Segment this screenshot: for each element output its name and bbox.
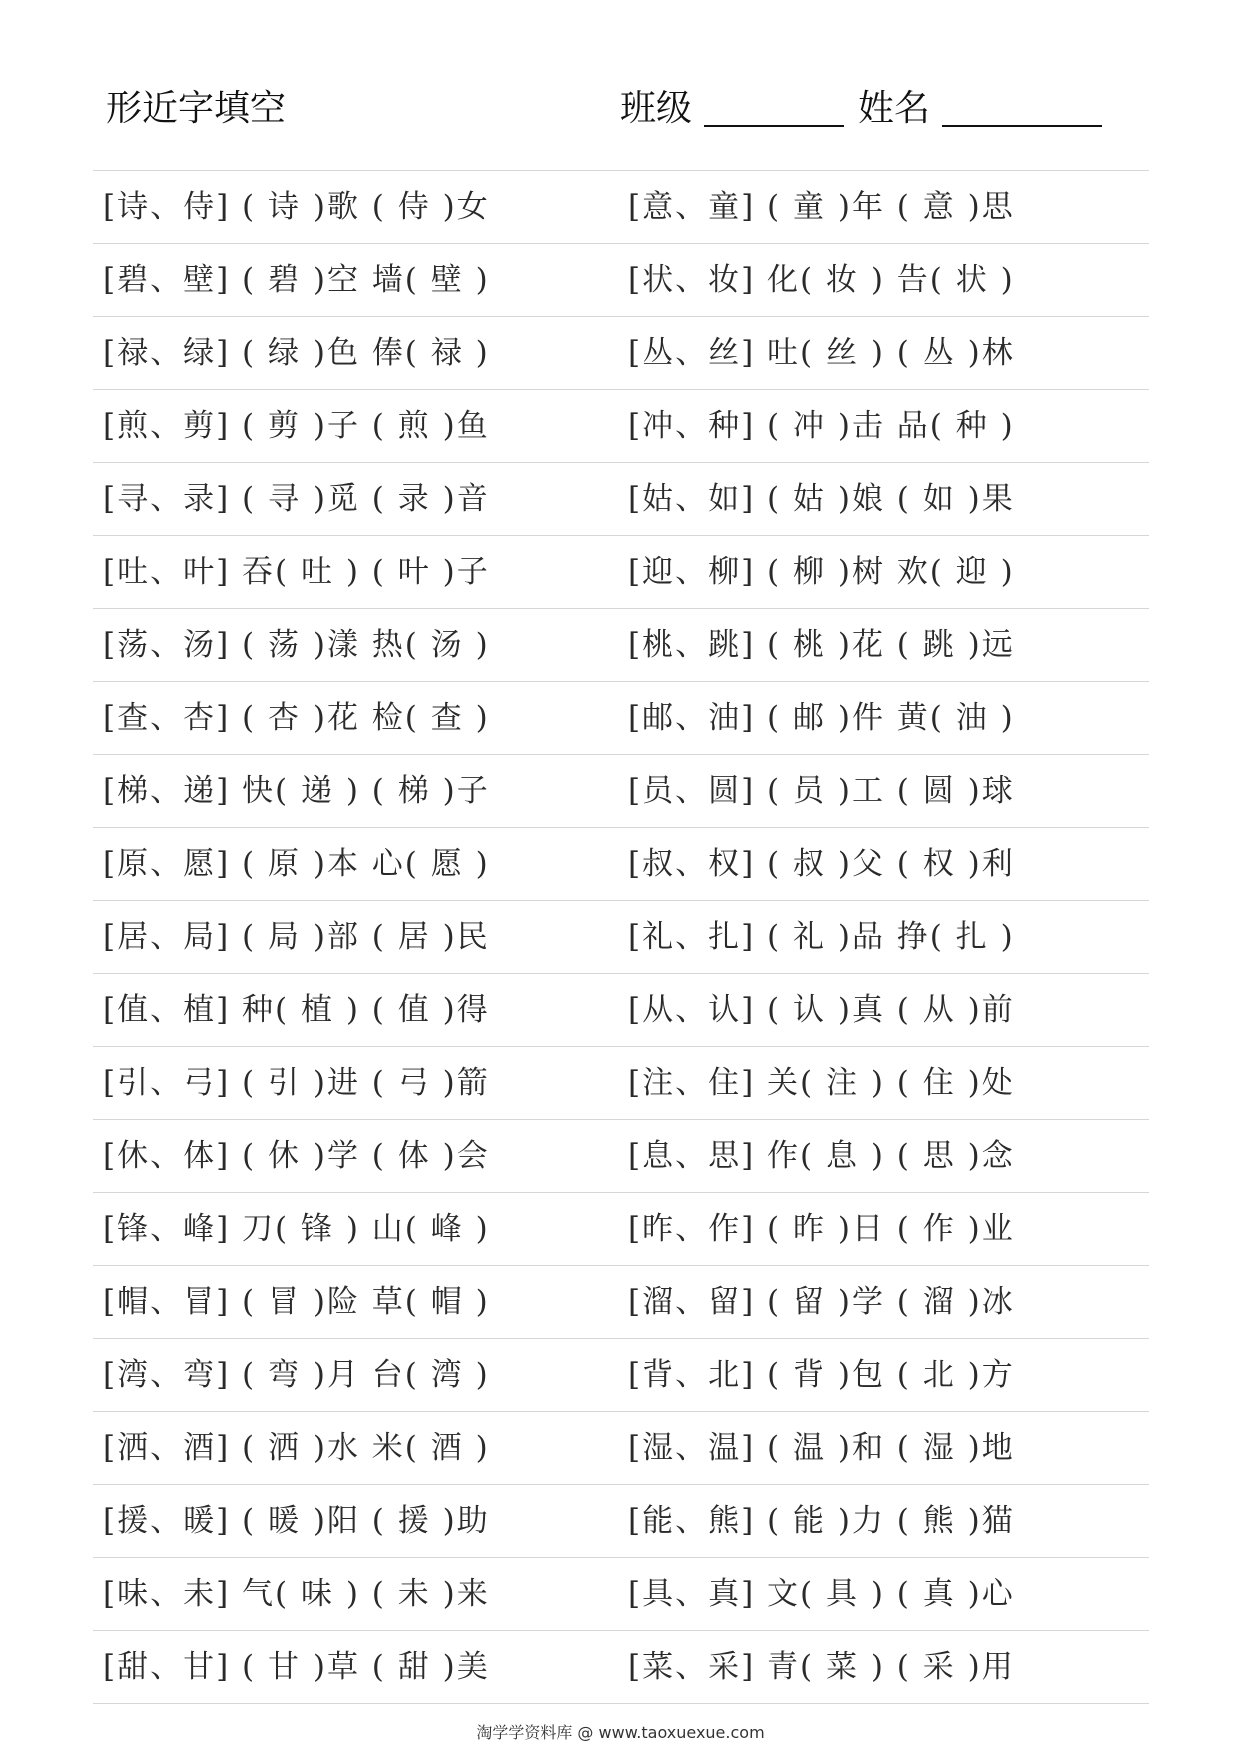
exercise-item-right: [溜、留] ( 留 )学 ( 溜 )冰 bbox=[628, 1284, 1015, 1320]
exercise-row bbox=[93, 974, 1149, 1047]
exercise-item-right: [昨、作] ( 昨 )日 ( 作 )业 bbox=[628, 1211, 1015, 1247]
exercise-item-left: [煎、剪] ( 剪 )子 ( 煎 )鱼 bbox=[103, 408, 490, 444]
exercise-item-left: [诗、侍] ( 诗 )歌 ( 侍 )女 bbox=[103, 189, 490, 225]
exercise-item-right: [姑、如] ( 姑 )娘 ( 如 )果 bbox=[628, 481, 1015, 517]
exercise-row bbox=[93, 1485, 1149, 1558]
exercise-row bbox=[93, 536, 1149, 609]
exercise-item-left: [寻、录] ( 寻 )觅 ( 录 )音 bbox=[103, 481, 490, 517]
exercise-item-right: [从、认] ( 认 )真 ( 从 )前 bbox=[628, 992, 1015, 1028]
exercise-item-right: [员、圆] ( 员 )工 ( 圆 )球 bbox=[628, 773, 1015, 809]
exercise-item-right: [叔、权] ( 叔 )父 ( 权 )利 bbox=[628, 846, 1015, 882]
exercise-item-left: [甜、甘] ( 甘 )草 ( 甜 )美 bbox=[103, 1649, 490, 1685]
exercise-item-left: [碧、壁] ( 碧 )空 墙( 壁 ) bbox=[103, 262, 490, 298]
exercise-item-left: [吐、叶] 吞( 吐 ) ( 叶 )子 bbox=[103, 554, 490, 590]
exercise-item-right: [背、北] ( 背 )包 ( 北 )方 bbox=[628, 1357, 1015, 1393]
exercise-row bbox=[93, 755, 1149, 828]
exercise-row bbox=[93, 901, 1149, 974]
exercise-item-left: [引、弓] ( 引 )进 ( 弓 )箭 bbox=[103, 1065, 490, 1101]
exercise-item-left: [查、杏] ( 杏 )花 检( 查 ) bbox=[103, 700, 490, 736]
exercise-item-left: [值、植] 种( 植 ) ( 值 )得 bbox=[103, 992, 490, 1028]
name-label: 姓名 bbox=[858, 88, 931, 129]
exercise-item-left: [荡、汤] ( 荡 )漾 热( 汤 ) bbox=[103, 627, 490, 663]
footer-watermark: 淘学学资料库 @ www.taoxuexue.com bbox=[476, 1723, 765, 1742]
worksheet-header bbox=[0, 0, 1241, 140]
name-blank-line[interactable] bbox=[942, 89, 1102, 127]
class-label: 班级 bbox=[620, 88, 693, 129]
exercise-item-left: [原、愿] ( 原 )本 心( 愿 ) bbox=[103, 846, 490, 882]
exercise-row bbox=[93, 1339, 1149, 1412]
exercise-row bbox=[93, 1631, 1149, 1704]
exercise-item-right: [息、思] 作( 息 ) ( 思 )念 bbox=[628, 1138, 1015, 1174]
exercise-item-right: [丛、丝] 吐( 丝 ) ( 丛 )林 bbox=[628, 335, 1015, 371]
exercise-row bbox=[93, 244, 1149, 317]
exercise-item-right: [礼、扎] ( 礼 )品 挣( 扎 ) bbox=[628, 919, 1015, 955]
exercise-item-right: [注、住] 关( 注 ) ( 住 )处 bbox=[628, 1065, 1015, 1101]
exercise-item-left: [援、暖] ( 暖 )阳 ( 援 )助 bbox=[103, 1503, 490, 1539]
exercise-item-right: [菜、采] 青( 菜 ) ( 采 )用 bbox=[628, 1649, 1015, 1685]
exercise-item-left: [梯、递] 快( 递 ) ( 梯 )子 bbox=[103, 773, 490, 809]
exercise-row bbox=[93, 682, 1149, 755]
exercise-row bbox=[93, 1193, 1149, 1266]
exercise-row bbox=[93, 390, 1149, 463]
exercise-item-right: [具、真] 文( 具 ) ( 真 )心 bbox=[628, 1576, 1015, 1612]
exercise-item-right: [湿、温] ( 温 )和 ( 湿 )地 bbox=[628, 1430, 1015, 1466]
exercise-item-right: [迎、柳] ( 柳 )树 欢( 迎 ) bbox=[628, 554, 1015, 590]
exercise-item-right: [意、童] ( 童 )年 ( 意 )思 bbox=[628, 189, 1015, 225]
exercise-item-left: [锋、峰] 刀( 锋 ) 山( 峰 ) bbox=[103, 1211, 490, 1247]
page-title: 形近字填空 bbox=[106, 88, 287, 129]
exercise-row bbox=[93, 171, 1149, 244]
exercise-item-left: [味、未] 气( 味 ) ( 未 )来 bbox=[103, 1576, 490, 1612]
exercise-row bbox=[93, 317, 1149, 390]
exercise-item-right: [冲、种] ( 冲 )击 品( 种 ) bbox=[628, 408, 1015, 444]
student-info-fields bbox=[620, 80, 1116, 131]
exercise-item-right: [状、妆] 化( 妆 ) 告( 状 ) bbox=[628, 262, 1015, 298]
exercise-item-left: [湾、弯] ( 弯 )月 台( 湾 ) bbox=[103, 1357, 490, 1393]
exercise-item-right: [邮、油] ( 邮 )件 黄( 油 ) bbox=[628, 700, 1015, 736]
exercise-item-left: [帽、冒] ( 冒 )险 草( 帽 ) bbox=[103, 1284, 490, 1320]
exercise-row bbox=[93, 1266, 1149, 1339]
exercise-row bbox=[93, 1558, 1149, 1631]
exercise-item-left: [禄、绿] ( 绿 )色 俸( 禄 ) bbox=[103, 335, 490, 371]
exercise-item-left: [居、局] ( 局 )部 ( 居 )民 bbox=[103, 919, 490, 955]
exercise-item-right: [桃、跳] ( 桃 )花 ( 跳 )远 bbox=[628, 627, 1015, 663]
exercise-item-left: [洒、酒] ( 洒 )水 米( 酒 ) bbox=[103, 1430, 490, 1466]
class-blank-line[interactable] bbox=[704, 89, 844, 127]
exercise-row bbox=[93, 1120, 1149, 1193]
exercise-item-right: [能、熊] ( 能 )力 ( 熊 )猫 bbox=[628, 1503, 1015, 1539]
exercise-row bbox=[93, 609, 1149, 682]
exercise-row bbox=[93, 463, 1149, 536]
exercise-row bbox=[93, 1047, 1149, 1120]
exercise-row bbox=[93, 1412, 1149, 1485]
exercise-row bbox=[93, 828, 1149, 901]
exercise-list bbox=[93, 170, 1149, 1704]
exercise-item-left: [休、体] ( 休 )学 ( 体 )会 bbox=[103, 1138, 490, 1174]
